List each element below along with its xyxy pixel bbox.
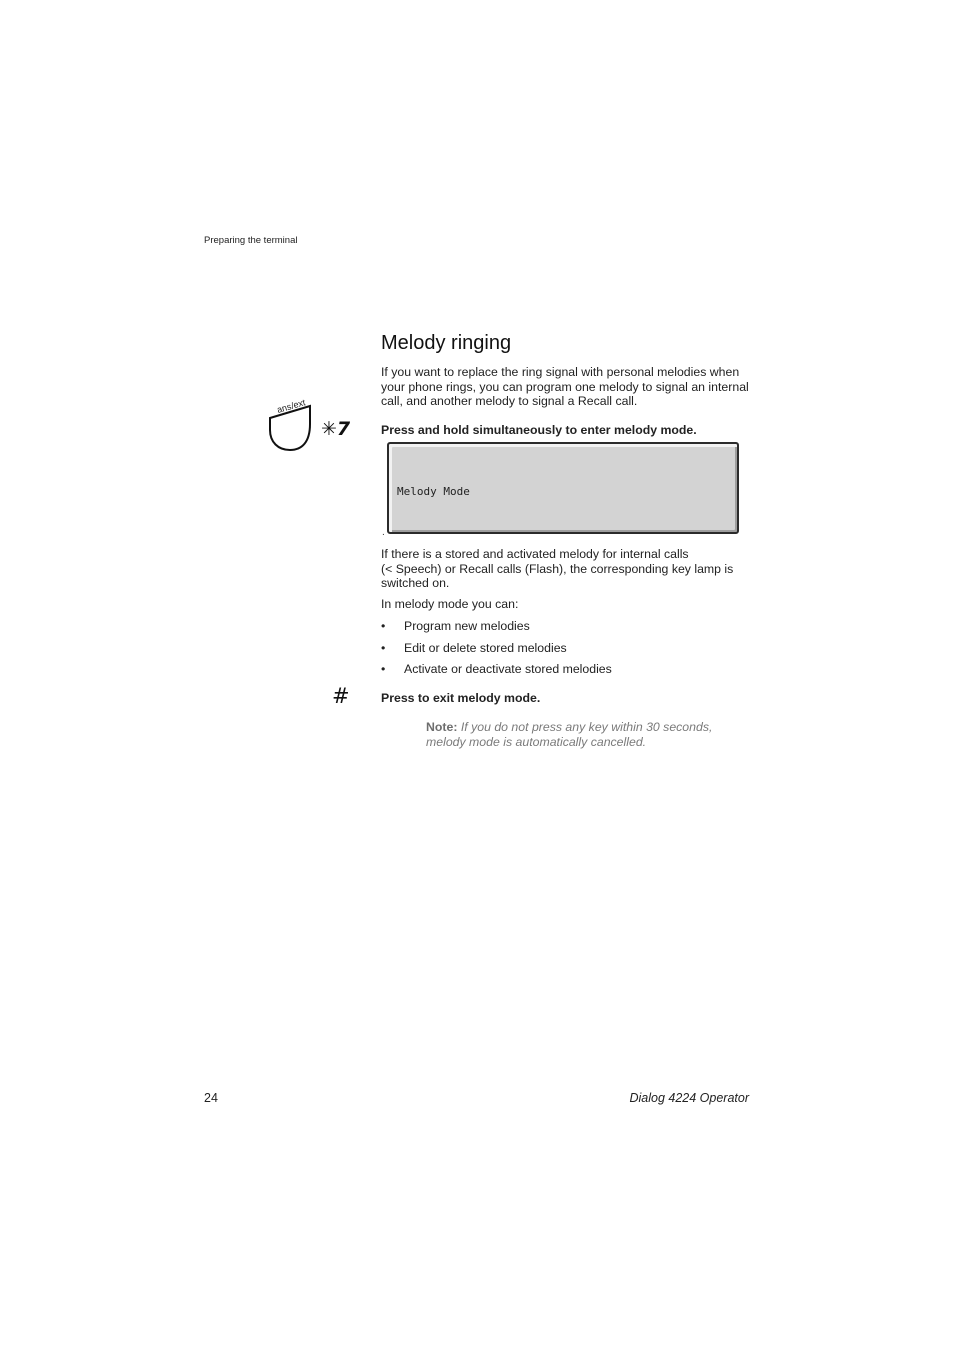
note-label: Note:	[426, 720, 458, 734]
bullet-marker: •	[381, 640, 386, 655]
stored-melody-line-2: (< Speech) or Recall calls (Flash), the corresponding key lamp is switched on.	[381, 561, 734, 591]
ans-ext-key-label: ans/ext	[275, 397, 307, 415]
section-header: Preparing the terminal	[204, 235, 298, 246]
display-dot: .	[382, 527, 385, 538]
bullet-marker: •	[381, 662, 386, 677]
list-item	[381, 641, 612, 663]
display-text: Melody Mode	[397, 485, 470, 498]
hash-key-icon: #	[332, 684, 350, 708]
list-item	[381, 619, 612, 641]
page-number: 24	[204, 1091, 218, 1105]
list-item-text: Edit or delete stored melodies	[404, 640, 567, 655]
melody-mode-options	[381, 619, 612, 684]
note-text: If you do not press any key within 30 seconds, melody mode is automatically cancelled.	[426, 720, 713, 749]
phone-display	[387, 442, 739, 534]
list-item-text: Activate or deactivate stored melodies	[404, 662, 612, 677]
list-item	[381, 662, 612, 684]
note-box	[426, 720, 746, 749]
step-enter-melody-mode: Press and hold simultaneously to enter melody mode.	[381, 423, 697, 437]
product-name: Dialog 4224 Operator	[629, 1091, 749, 1105]
star-seven-key-icon: ✳7	[321, 418, 351, 440]
stored-melody-line-1: If there is a stored and activated melody for internal calls	[381, 547, 689, 561]
intro-paragraph: If you want to replace the ring signal with personal melodies when your phone rings, you can program one melody to signal an internal call, and another melody to signal a Recall call.	[381, 365, 749, 409]
step-exit-melody-mode: Press to exit melody mode.	[381, 691, 541, 705]
list-item-text: Program new melodies	[404, 619, 530, 633]
page-title: Melody ringing	[381, 332, 512, 354]
bullet-marker: •	[381, 619, 386, 633]
melody-mode-intro: In melody mode you can:	[381, 597, 519, 611]
ans-ext-key-icon	[264, 396, 354, 459]
stored-melody-paragraph	[381, 547, 761, 591]
